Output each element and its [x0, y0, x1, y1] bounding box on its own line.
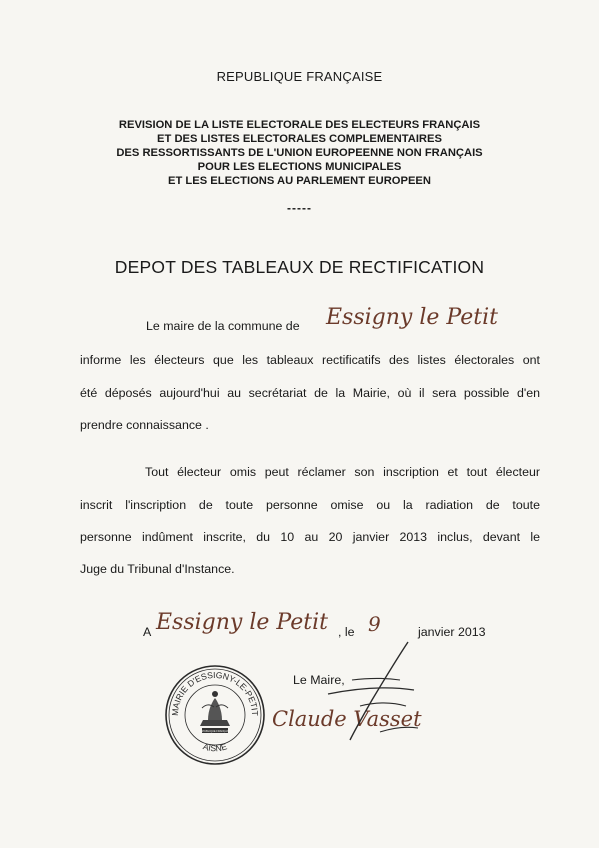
revision-heading: [0, 118, 599, 188]
paragraph1-line: prendre connaissance .: [80, 418, 209, 432]
mayor-label: Le Maire,: [293, 673, 345, 687]
date-le: , le: [338, 625, 355, 639]
document-title: DEPOT DES TABLEAUX DE RECTIFICATION: [114, 257, 485, 277]
revision-line: POUR LES ELECTIONS MUNICIPALES: [197, 161, 402, 173]
seal-bottom-text: AISNE: [201, 741, 229, 754]
separator: -----: [287, 201, 312, 215]
mayor-seal-icon: [164, 664, 266, 766]
date-prefix: A: [143, 625, 152, 639]
month-year: janvier 2013: [418, 625, 486, 639]
paragraph2-line: Juge du Tribunal d'Instance.: [80, 562, 235, 576]
paragraph1-line: été déposés aujourd'hui au secrétariat de la Mairie, où il sera possible d'en: [80, 386, 540, 400]
signature-flourish-icon: [268, 636, 428, 756]
place-handwritten: Essigny le Petit: [156, 610, 328, 635]
paragraph2-line: personne indûment inscrite, du 10 au 20 janvier 2013 inclus, devant le: [80, 530, 540, 544]
revision-line: DES RESSORTISSANTS DE L'UNION EUROPEENNE NON FRANÇAIS: [116, 147, 483, 159]
svg-text:AISNE: [202, 741, 229, 753]
day-handwritten: 9: [368, 612, 381, 636]
mayor-intro: Le maire de la commune de: [146, 319, 300, 333]
mayor-name-handwritten: Claude Vasset: [272, 707, 422, 731]
paragraph1-line: informe les électeurs que les tableaux rectificatifs des listes électorales ont: [80, 353, 540, 367]
revision-line: REVISION DE LA LISTE ELECTORALE DES ELECTEURS FRANÇAIS: [118, 119, 481, 131]
republic-heading: REPUBLIQUE FRANÇAISE: [216, 69, 383, 84]
revision-line: ET DES LISTES ELECTORALES COMPLEMENTAIRES: [157, 133, 442, 145]
paragraph2-line: Tout électeur omis peut réclamer son inscription et tout électeur: [145, 465, 540, 479]
seal-inner-text: REPUBLIQUE FRANÇAISE: [198, 730, 232, 733]
revision-line: ET LES ELECTIONS AU PARLEMENT EUROPEEN: [168, 175, 431, 187]
paragraph2-line: inscrit l'inscription de toute personne omise ou la radiation de toute: [80, 498, 540, 512]
seal-top-text: MAIRIE D'ESSIGNY-LE-PETIT: [169, 669, 261, 717]
commune-handwritten: Essigny le Petit: [326, 305, 498, 330]
